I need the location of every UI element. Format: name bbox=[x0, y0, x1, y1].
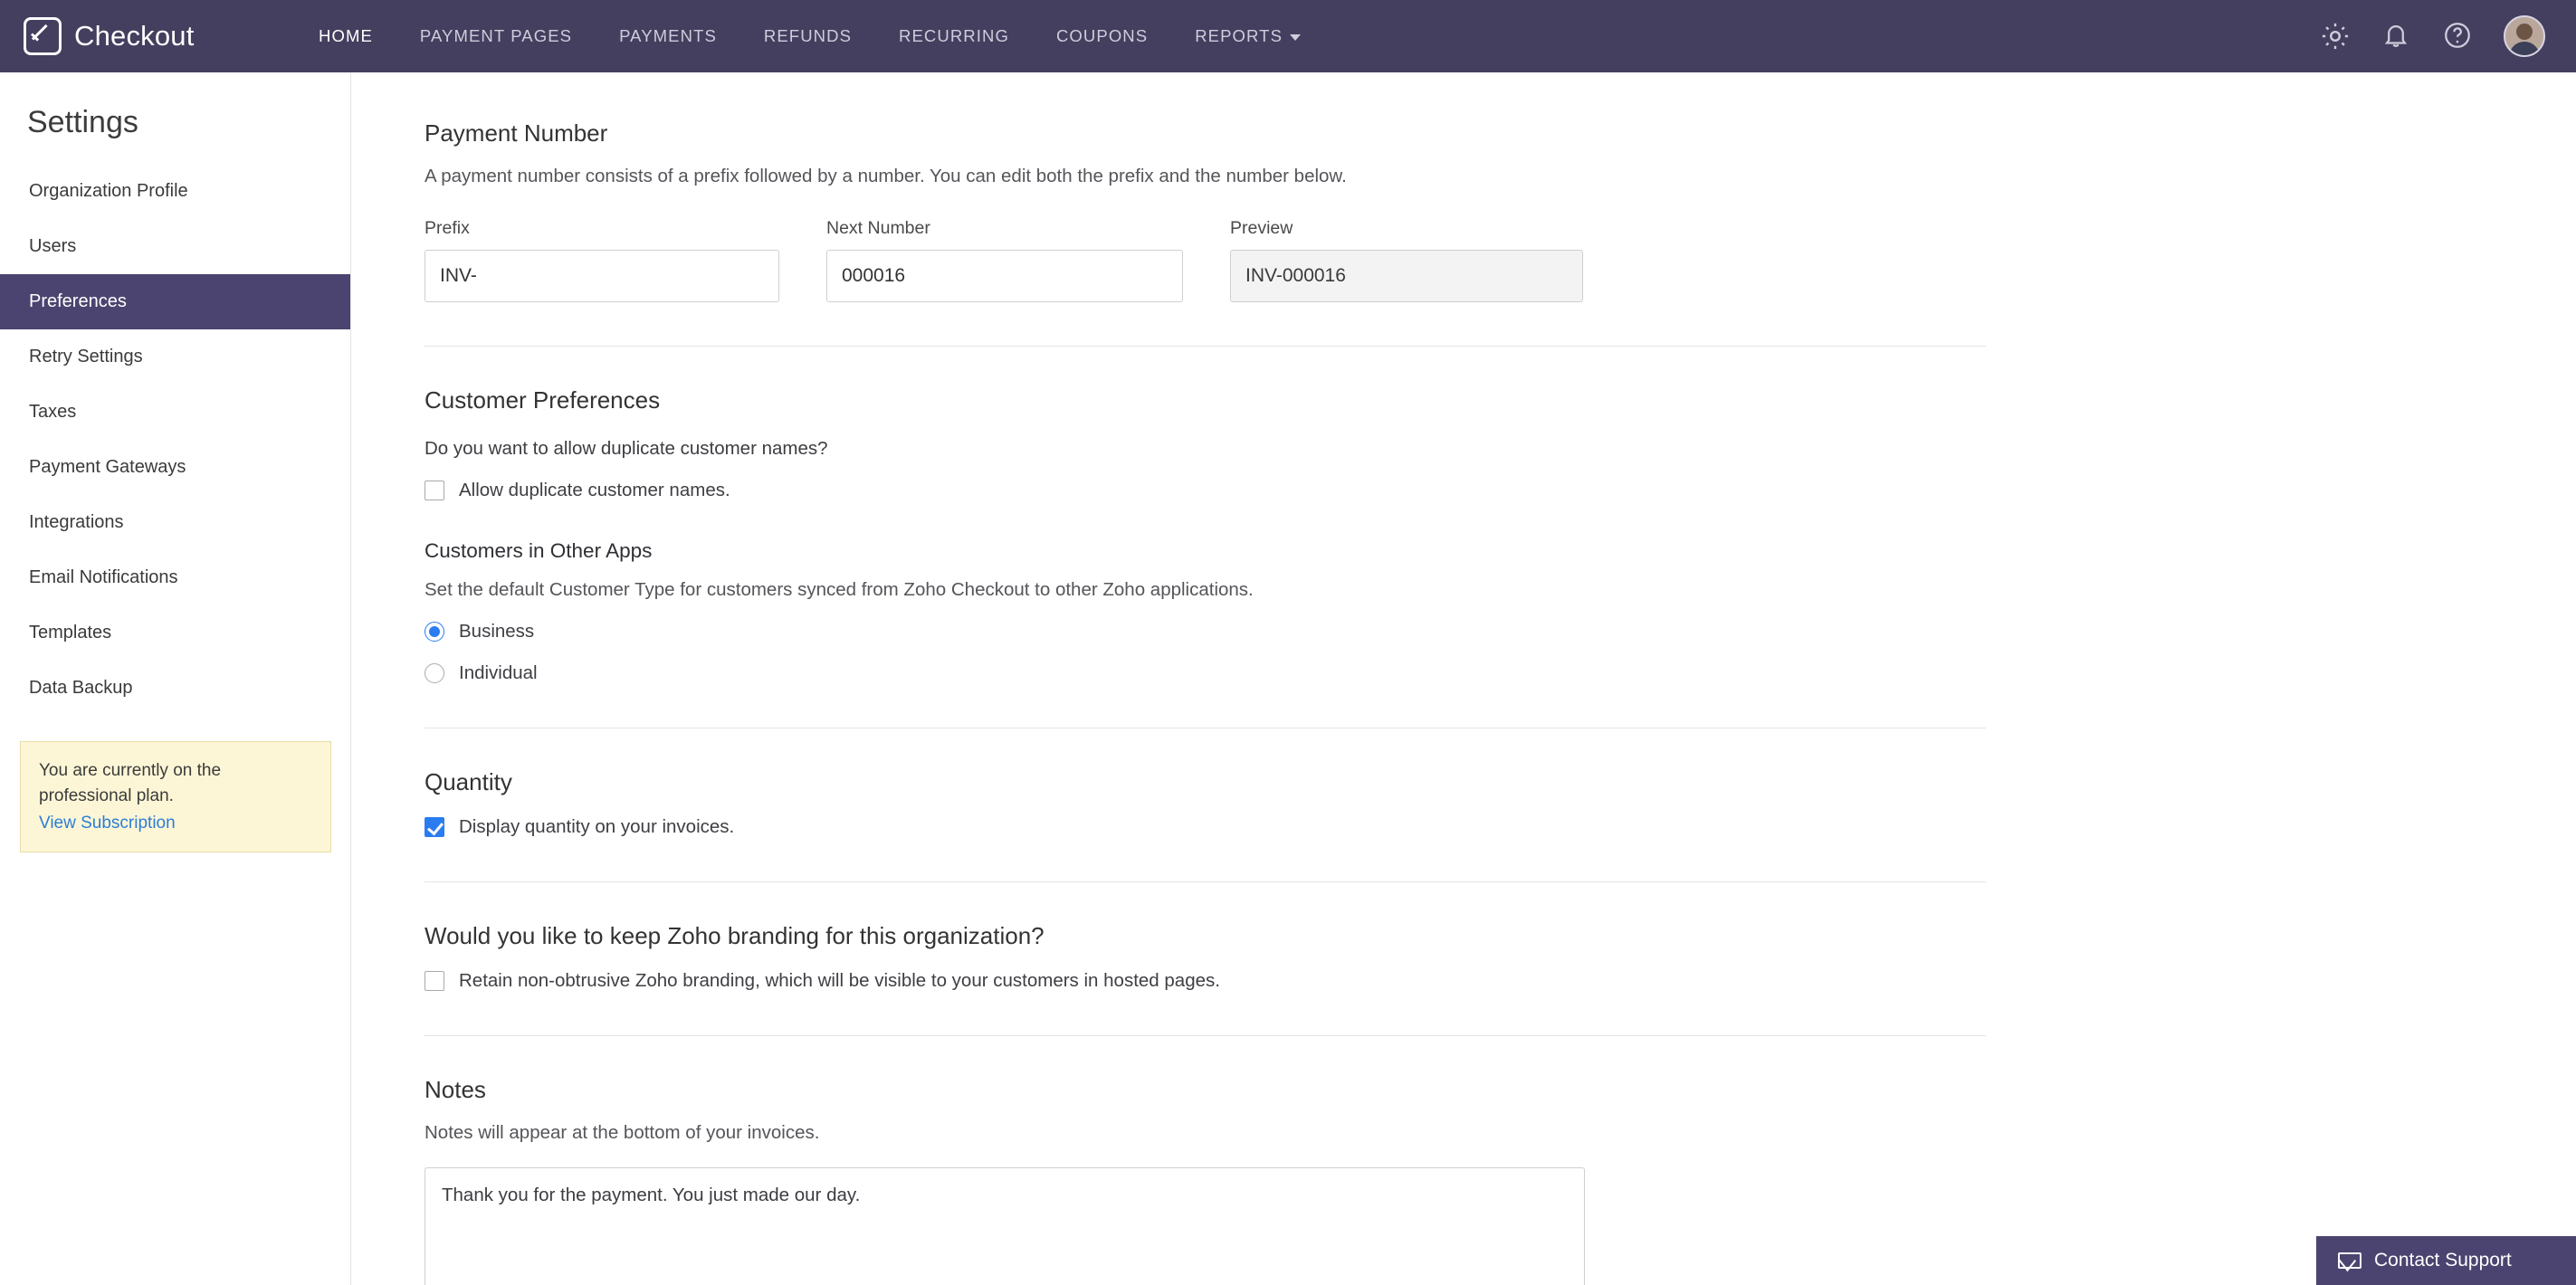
avatar-head bbox=[2516, 24, 2533, 40]
prefix-input[interactable] bbox=[425, 250, 779, 302]
view-subscription-link[interactable]: View Subscription bbox=[39, 814, 176, 833]
sidebar-item-retry-settings[interactable] bbox=[0, 329, 350, 385]
nav-item-refunds[interactable]: REFUNDS bbox=[763, 26, 853, 45]
sidebar-item-label: Users bbox=[29, 236, 77, 256]
sidebar-item-label: Payment Gateways bbox=[29, 457, 186, 477]
nav-item-reports[interactable] bbox=[1171, 0, 1324, 72]
bell-icon[interactable] bbox=[2380, 20, 2413, 52]
chevron-down-icon bbox=[1290, 34, 1301, 41]
envelope-icon bbox=[2338, 1252, 2361, 1269]
display-quantity-checkbox[interactable] bbox=[425, 817, 444, 837]
nav-item-home[interactable]: HOME bbox=[319, 26, 373, 45]
nav-item-payment-pages[interactable]: PAYMENT PAGES bbox=[419, 26, 573, 45]
preview-field-group bbox=[1230, 218, 1583, 302]
sidebar-item-label: Integrations bbox=[29, 512, 124, 532]
plan-notice-text: You are currently on the professional plan. bbox=[39, 761, 222, 805]
allow-duplicate-names-row[interactable] bbox=[425, 480, 2576, 501]
gear-icon[interactable] bbox=[2319, 20, 2352, 52]
preview-value bbox=[1230, 250, 1583, 302]
quantity-heading: Quantity bbox=[425, 768, 512, 795]
preview-label: Preview bbox=[1230, 218, 1293, 238]
sidebar-item-label: Retry Settings bbox=[29, 347, 143, 366]
display-quantity-label: Display quantity on your invoices. bbox=[459, 816, 735, 837]
branding-heading: Would you like to keep Zoho branding for this organization? bbox=[425, 922, 1045, 949]
checkout-logo-icon bbox=[24, 17, 62, 55]
sidebar-item-label: Taxes bbox=[29, 402, 77, 422]
sidebar-item-taxes[interactable] bbox=[0, 385, 350, 440]
duplicate-names-question: Do you want to allow duplicate customer names? bbox=[425, 438, 828, 459]
customer-type-individual-radio[interactable] bbox=[425, 663, 444, 683]
allow-duplicate-names-checkbox[interactable] bbox=[425, 481, 444, 500]
retain-branding-row[interactable] bbox=[425, 970, 2576, 992]
top-navigation-bar bbox=[0, 0, 2576, 72]
sidebar-item-users[interactable] bbox=[0, 219, 350, 274]
nav-items bbox=[295, 0, 1324, 72]
sidebar-item-label: Email Notifications bbox=[29, 567, 178, 587]
contact-support-button[interactable] bbox=[2316, 1236, 2576, 1285]
sidebar-item-label: Data Backup bbox=[29, 678, 133, 698]
customer-type-business-label: Business bbox=[459, 621, 535, 642]
next-number-field-group bbox=[826, 218, 1183, 302]
sidebar-item-label: Organization Profile bbox=[29, 181, 188, 201]
divider bbox=[425, 881, 1986, 882]
customer-type-business-row[interactable] bbox=[425, 621, 2576, 642]
sidebar-item-label: Templates bbox=[29, 623, 112, 642]
prefix-field-group bbox=[425, 218, 779, 302]
customers-other-apps-description: Set the default Customer Type for customers synced from Zoho Checkout to other Zoho applications. bbox=[425, 579, 1254, 600]
brand-name: Checkout bbox=[74, 20, 195, 52]
nav-item-reports-label: REPORTS bbox=[1195, 26, 1283, 45]
next-number-label: Next Number bbox=[826, 218, 930, 238]
help-icon[interactable] bbox=[2442, 20, 2475, 52]
notes-heading: Notes bbox=[425, 1076, 486, 1103]
payment-number-heading: Payment Number bbox=[425, 119, 608, 147]
contact-support-label: Contact Support bbox=[2374, 1250, 2512, 1271]
customer-type-individual-label: Individual bbox=[459, 662, 538, 683]
sidebar-item-integrations[interactable] bbox=[0, 495, 350, 550]
divider bbox=[425, 346, 1986, 347]
nav-item-recurring[interactable]: RECURRING bbox=[899, 26, 1009, 45]
customer-type-individual-row[interactable] bbox=[425, 662, 2576, 684]
retain-branding-checkbox[interactable] bbox=[425, 971, 444, 991]
brand[interactable] bbox=[24, 17, 295, 55]
main-content bbox=[352, 72, 2576, 1285]
sidebar-item-preferences[interactable] bbox=[0, 274, 350, 329]
notes-description: Notes will appear at the bottom of your invoices. bbox=[425, 1122, 820, 1143]
avatar[interactable] bbox=[2504, 15, 2545, 57]
sidebar-item-organization-profile[interactable] bbox=[0, 164, 350, 219]
page-title: Settings bbox=[27, 105, 138, 139]
sidebar-item-data-backup[interactable] bbox=[0, 661, 350, 716]
sidebar-item-payment-gateways[interactable] bbox=[0, 440, 350, 495]
next-number-input[interactable] bbox=[826, 250, 1183, 302]
retain-branding-label: Retain non-obtrusive Zoho branding, which will be visible to your customers in hosted pages. bbox=[459, 970, 1220, 991]
payment-number-fields bbox=[425, 218, 2576, 302]
sidebar-item-label: Preferences bbox=[29, 291, 127, 311]
nav-item-payments[interactable]: PAYMENTS bbox=[619, 26, 717, 45]
plan-notice bbox=[20, 741, 331, 852]
nav-right-group bbox=[2319, 15, 2545, 57]
prefix-label: Prefix bbox=[425, 218, 470, 238]
divider bbox=[425, 1035, 1986, 1036]
customer-preferences-heading: Customer Preferences bbox=[425, 386, 661, 414]
avatar-body bbox=[2509, 42, 2540, 57]
sidebar bbox=[0, 72, 351, 1285]
allow-duplicate-names-label: Allow duplicate customer names. bbox=[459, 480, 730, 500]
sidebar-item-templates[interactable] bbox=[0, 605, 350, 661]
nav-item-coupons[interactable]: COUPONS bbox=[1055, 26, 1149, 45]
customer-type-business-radio[interactable] bbox=[425, 622, 444, 642]
sidebar-item-email-notifications[interactable] bbox=[0, 550, 350, 605]
notes-textarea[interactable] bbox=[425, 1167, 1585, 1285]
customers-other-apps-heading: Customers in Other Apps bbox=[425, 539, 653, 562]
payment-number-description: A payment number consists of a prefix followed by a number. You can edit both the prefix and the number below. bbox=[425, 166, 1347, 186]
display-quantity-row[interactable] bbox=[425, 816, 2576, 838]
